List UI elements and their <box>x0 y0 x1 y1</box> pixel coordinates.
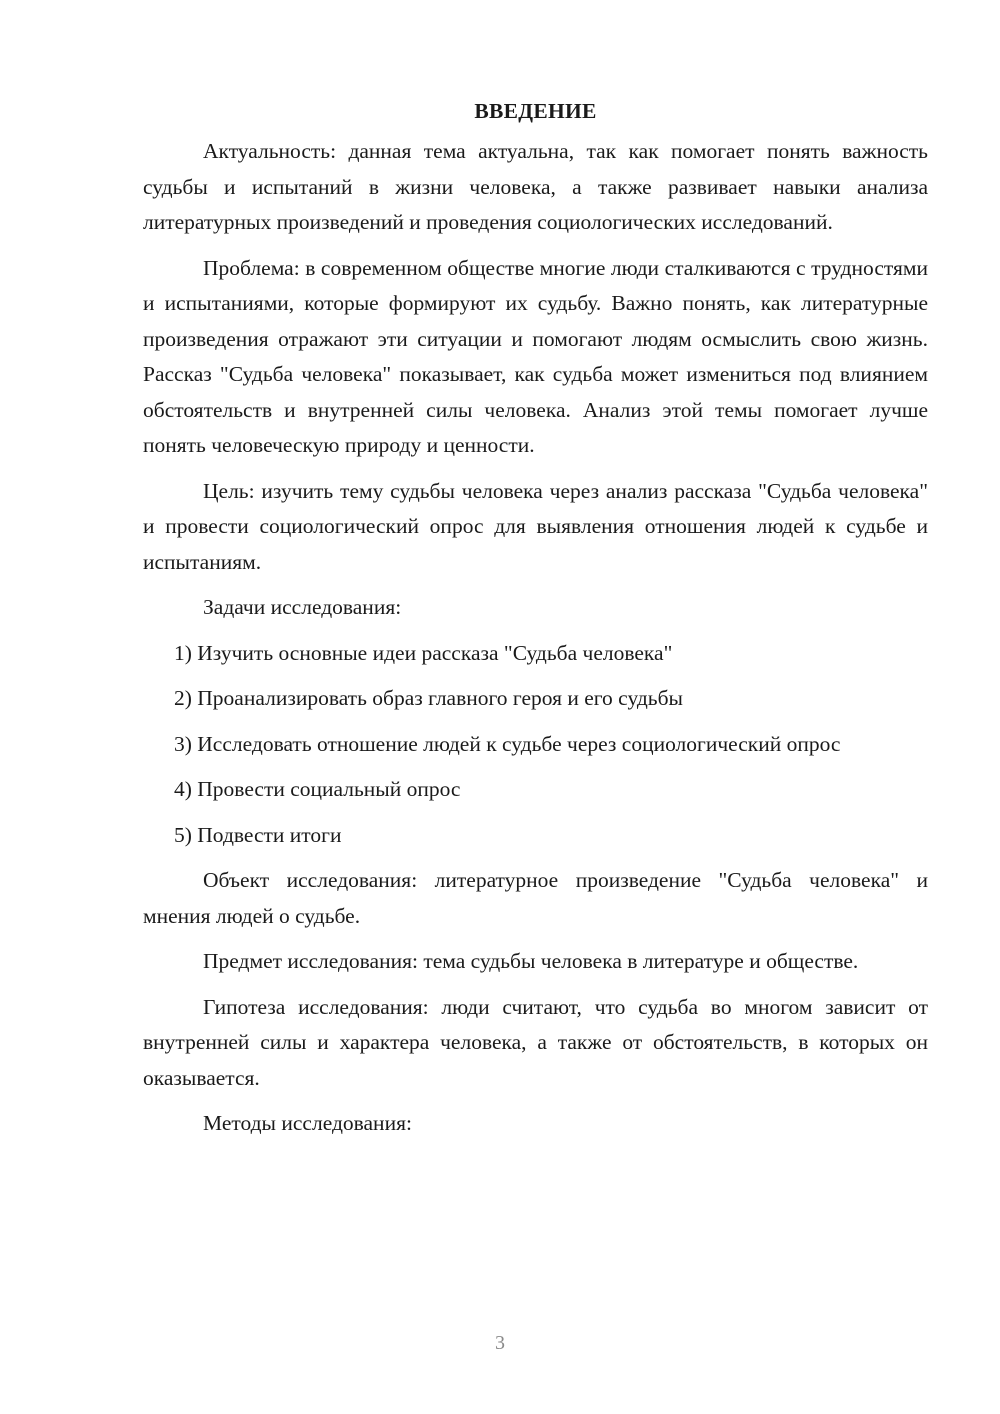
task-item-5: 5) Подвести итоги <box>174 822 342 847</box>
page-number: 3 <box>495 1332 505 1354</box>
relevance-paragraph: Актуальность: данная тема актуальна, так как помогает понять важность судьбы и испытаний в жизни человека, а также развивает навыки анализа литературных произведений и проведения социологических исследований. <box>143 139 928 234</box>
task-item-2: 2) Проанализировать образ главного героя и его судьбы <box>174 686 683 710</box>
task-item-4: 4) Провести социальный опрос <box>174 777 461 801</box>
hypothesis-paragraph: Гипотеза исследования: люди считают, что судьба во многом зависит от внутренней силы и характера человека, а также от обстоятельств, в которых он оказывается. <box>143 994 928 1090</box>
task-item-3: 3) Исследовать отношение людей к судьбе через социологический опрос <box>174 731 841 756</box>
subject-paragraph: Предмет исследования: тема судьбы человека в литературе и обществе. <box>203 949 859 973</box>
tasks-heading: Задачи исследования: <box>203 595 402 619</box>
methods-heading: Методы исследования: <box>203 1111 412 1135</box>
problem-paragraph: Проблема: в современном обществе многие люди сталкиваются с трудностями и испытаниями, которые формируют их судьбу. Важно понять, как литературные произведения отражают эти ситуации и помогают людям осмыслить свою жизнь. Рассказ "Судьба человека" показывает, как судьба может измениться под влиянием обстоятельств и внутренней силы человека. Анализ этой темы помогает лучше понять человеческую природу и ценности. <box>143 255 928 457</box>
task-item-1: 1) Изучить основные идеи рассказа "Судьба человека" <box>174 640 673 665</box>
section-heading: ВВЕДЕНИЕ <box>474 99 597 123</box>
object-paragraph: Объект исследования: литературное произведение "Судьба человека" и мнения людей о судьбе. <box>143 868 928 928</box>
goal-paragraph: Цель: изучить тему судьбы человека через анализ рассказа "Судьба человека" и провести социологический опрос для выявления отношения людей к судьбе и испытаниям. <box>143 478 928 574</box>
page-content <box>143 96 928 1152</box>
